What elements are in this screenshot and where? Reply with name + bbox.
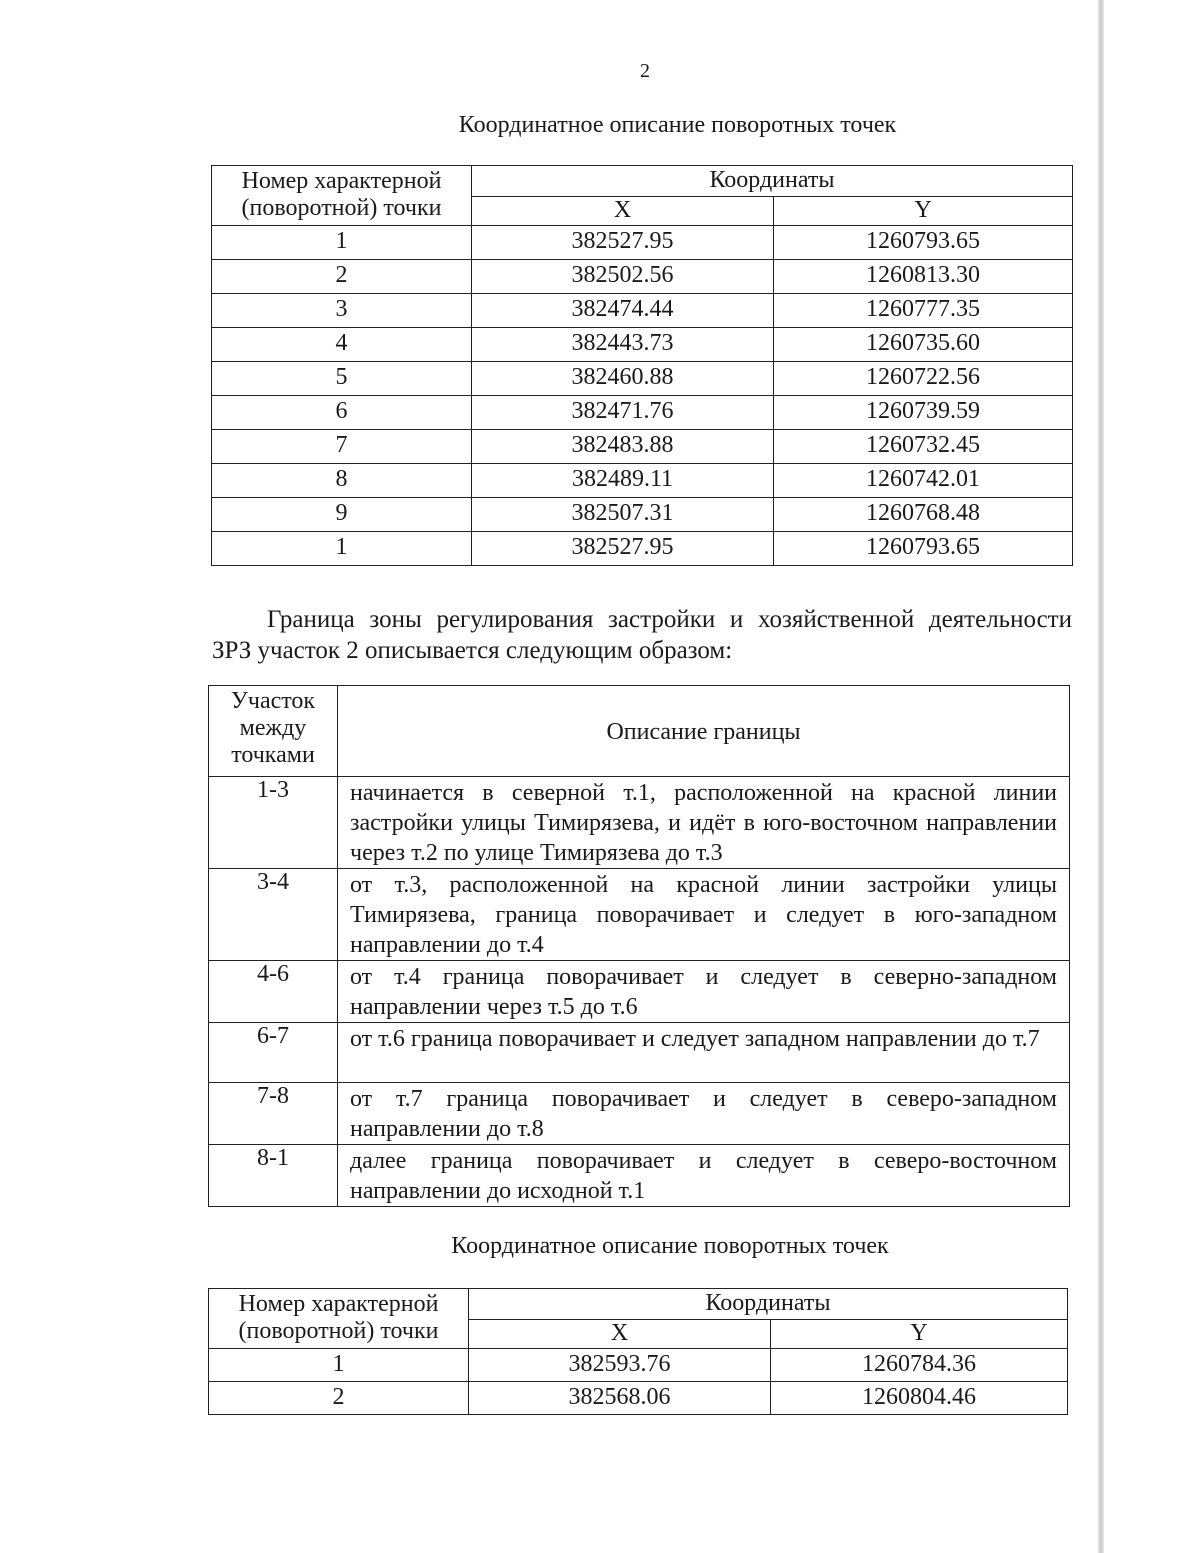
y-cell: 1260735.60 bbox=[774, 327, 1073, 361]
page-number: 2 bbox=[640, 60, 650, 82]
description-cell: от т.7 граница поворачивает и следует в северо-западном направлении до т.8 bbox=[338, 1083, 1070, 1145]
point-cell: 1 bbox=[212, 225, 472, 259]
header-segment: Участок между точками bbox=[209, 686, 338, 777]
description-cell: от т.6 граница поворачивает и следует западном направлении до т.7 bbox=[338, 1023, 1070, 1083]
description-cell: от т.3, расположенной на красной линии застройки улицы Тимирязева, граница поворачивает и следует в юго-западном направлении до т.4 bbox=[338, 869, 1070, 961]
x-cell: 382593.76 bbox=[469, 1348, 771, 1381]
segment-cell: 1-3 bbox=[209, 777, 338, 869]
segment-cell: 8-1 bbox=[209, 1145, 338, 1207]
y-cell: 1260804.46 bbox=[771, 1381, 1068, 1414]
segment-cell: 7-8 bbox=[209, 1083, 338, 1145]
header-coords: Координаты bbox=[472, 166, 1073, 197]
coord-table-2 bbox=[208, 1288, 1068, 1415]
y-cell: 1260768.48 bbox=[774, 497, 1073, 531]
x-cell: 382460.88 bbox=[472, 361, 774, 395]
point-cell: 6 bbox=[212, 395, 472, 429]
x-cell: 382502.56 bbox=[472, 259, 774, 293]
x-cell: 382489.11 bbox=[472, 463, 774, 497]
point-cell: 2 bbox=[209, 1381, 469, 1414]
table-row bbox=[212, 463, 1073, 497]
y-cell: 1260813.30 bbox=[774, 259, 1073, 293]
segment-cell: 4-6 bbox=[209, 961, 338, 1023]
description-cell: далее граница поворачивает и следует в северо-восточном направлении до исходной т.1 bbox=[338, 1145, 1070, 1207]
table-row bbox=[209, 961, 1070, 1023]
description-cell: начинается в северной т.1, расположенной на красной линии застройки улицы Тимирязева, и идёт в юго-восточном направлении через т.2 по улице Тимирязева до т.3 bbox=[338, 777, 1070, 869]
y-cell: 1260777.35 bbox=[774, 293, 1073, 327]
table-row bbox=[209, 1083, 1070, 1145]
point-cell: 1 bbox=[209, 1348, 469, 1381]
table-row bbox=[209, 777, 1070, 869]
x-cell: 382443.73 bbox=[472, 327, 774, 361]
x-cell: 382474.44 bbox=[472, 293, 774, 327]
header-x: X bbox=[469, 1320, 771, 1349]
header-point: Номер характерной (поворотной) точки bbox=[212, 166, 472, 226]
description-cell: от т.4 граница поворачивает и следует в северно-западном направлении через т.5 до т.6 bbox=[338, 961, 1070, 1023]
coord-table-1 bbox=[211, 165, 1073, 566]
x-cell: 382568.06 bbox=[469, 1381, 771, 1414]
table-row bbox=[212, 531, 1073, 565]
header-description: Описание границы bbox=[338, 686, 1070, 777]
point-cell: 9 bbox=[212, 497, 472, 531]
y-cell: 1260784.36 bbox=[771, 1348, 1068, 1381]
y-cell: 1260793.65 bbox=[774, 531, 1073, 565]
header-y: Y bbox=[771, 1320, 1068, 1349]
table-row bbox=[209, 1023, 1070, 1083]
y-cell: 1260793.65 bbox=[774, 225, 1073, 259]
header-point: Номер характерной (поворотной) точки bbox=[209, 1289, 469, 1349]
table-row bbox=[212, 429, 1073, 463]
coord-heading-1: Координатное описание поворотных точек bbox=[458, 112, 897, 138]
table-row bbox=[212, 361, 1073, 395]
y-cell: 1260732.45 bbox=[774, 429, 1073, 463]
y-cell: 1260722.56 bbox=[774, 361, 1073, 395]
scan-edge bbox=[1098, 0, 1104, 1553]
point-cell: 5 bbox=[212, 361, 472, 395]
table-row bbox=[209, 869, 1070, 961]
y-cell: 1260739.59 bbox=[774, 395, 1073, 429]
table-row bbox=[209, 1145, 1070, 1207]
x-cell: 382527.95 bbox=[472, 531, 774, 565]
boundary-table bbox=[208, 685, 1070, 1207]
table-row bbox=[212, 293, 1073, 327]
y-cell: 1260742.01 bbox=[774, 463, 1073, 497]
table-row bbox=[209, 1348, 1068, 1381]
table-row bbox=[212, 259, 1073, 293]
segment-cell: 3-4 bbox=[209, 869, 338, 961]
x-cell: 382507.31 bbox=[472, 497, 774, 531]
point-cell: 3 bbox=[212, 293, 472, 327]
point-cell: 4 bbox=[212, 327, 472, 361]
x-cell: 382471.76 bbox=[472, 395, 774, 429]
header-coords: Координаты bbox=[469, 1289, 1068, 1320]
point-cell: 2 bbox=[212, 259, 472, 293]
table-row bbox=[212, 225, 1073, 259]
coord-heading-2: Координатное описание поворотных точек bbox=[451, 1233, 889, 1259]
point-cell: 1 bbox=[212, 531, 472, 565]
paragraph-line-1: Граница зоны регулирования застройки и хозяйственной деятельности bbox=[267, 606, 1072, 633]
x-cell: 382527.95 bbox=[472, 225, 774, 259]
point-cell: 7 bbox=[212, 429, 472, 463]
segment-cell: 6-7 bbox=[209, 1023, 338, 1083]
header-x: X bbox=[472, 197, 774, 226]
point-cell: 8 bbox=[212, 463, 472, 497]
header-y: Y bbox=[774, 197, 1073, 226]
x-cell: 382483.88 bbox=[472, 429, 774, 463]
table-row bbox=[212, 497, 1073, 531]
table-row bbox=[212, 395, 1073, 429]
table-row bbox=[212, 327, 1073, 361]
table-row bbox=[209, 1381, 1068, 1414]
paragraph-line-2: ЗРЗ участок 2 описывается следующим образом: bbox=[212, 637, 733, 664]
boundary-intro-paragraph bbox=[212, 604, 1072, 666]
